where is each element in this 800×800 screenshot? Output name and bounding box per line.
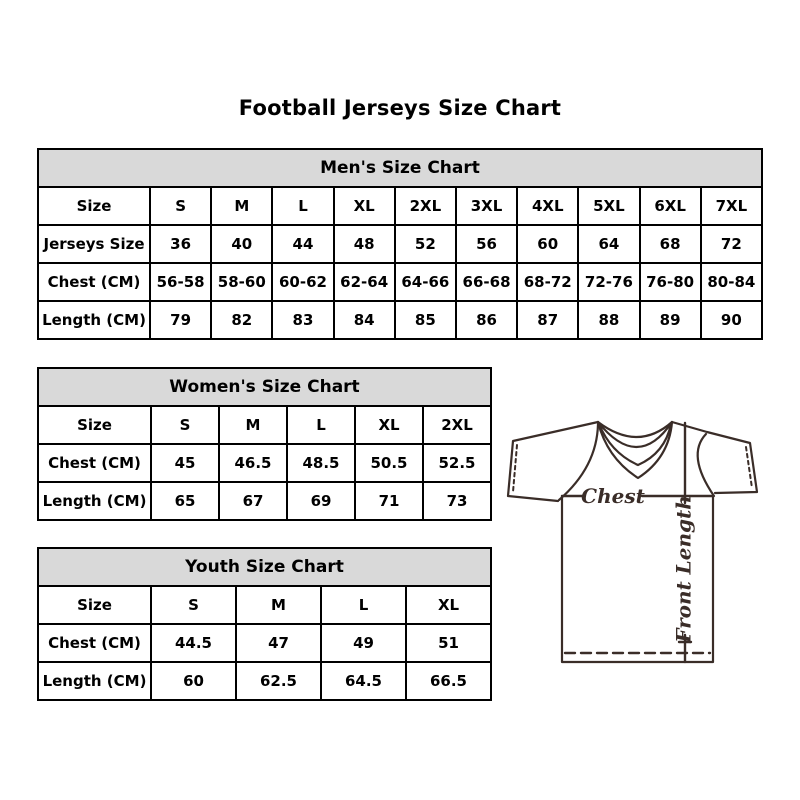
table-cell: 3XL — [456, 187, 517, 225]
table-cell: 2XL — [423, 406, 491, 444]
table-cell: 51 — [406, 624, 491, 662]
table-row — [38, 444, 491, 482]
jersey-measurement-diagram — [503, 403, 768, 668]
row-label: Jerseys Size — [38, 225, 150, 263]
table-cell: 52 — [395, 225, 456, 263]
table-cell: L — [321, 586, 406, 624]
page-title: Football Jerseys Size Chart — [238, 96, 562, 120]
table-cell: 49 — [321, 624, 406, 662]
table-cell: 56-58 — [150, 263, 211, 301]
table-cell: 62.5 — [236, 662, 321, 700]
table-cell: 36 — [150, 225, 211, 263]
table-row — [38, 263, 762, 301]
table-cell: 73 — [423, 482, 491, 520]
table-cell: 90 — [701, 301, 762, 339]
table-cell: 76-80 — [640, 263, 701, 301]
table-cell: 66-68 — [456, 263, 517, 301]
table-cell: 65 — [151, 482, 219, 520]
table-row — [38, 624, 491, 662]
table-cell: 48.5 — [287, 444, 355, 482]
table-row — [38, 225, 762, 263]
table-cell: 2XL — [395, 187, 456, 225]
table-cell: 40 — [211, 225, 272, 263]
table-cell: 71 — [355, 482, 423, 520]
table-cell: 62-64 — [334, 263, 395, 301]
table-cell: 64-66 — [395, 263, 456, 301]
table-cell: 4XL — [517, 187, 578, 225]
table-cell: 46.5 — [219, 444, 287, 482]
table-cell: XL — [406, 586, 491, 624]
row-label: Size — [38, 187, 150, 225]
table-cell: 47 — [236, 624, 321, 662]
row-label: Length (CM) — [38, 662, 151, 700]
table-cell: 64.5 — [321, 662, 406, 700]
row-label: Chest (CM) — [38, 444, 151, 482]
table-row — [38, 586, 491, 624]
table-cell: 72 — [701, 225, 762, 263]
youth-size-table — [37, 547, 492, 701]
womens-size-table — [37, 367, 492, 521]
table-title: Men's Size Chart — [38, 149, 762, 187]
table-cell: XL — [334, 187, 395, 225]
table-cell: M — [219, 406, 287, 444]
jersey-left-cuff-dashed-line — [513, 445, 517, 492]
table-cell: 66.5 — [406, 662, 491, 700]
table-cell: 58-60 — [211, 263, 272, 301]
table-row — [38, 482, 491, 520]
table-cell: 60 — [517, 225, 578, 263]
table-cell: 5XL — [578, 187, 639, 225]
table-cell: 86 — [456, 301, 517, 339]
table-cell: 68 — [640, 225, 701, 263]
table-cell: 89 — [640, 301, 701, 339]
jersey-right-armhole-seam — [698, 434, 714, 496]
row-label: Chest (CM) — [38, 263, 150, 301]
table-cell: M — [211, 187, 272, 225]
table-cell: 68-72 — [517, 263, 578, 301]
table-cell: S — [151, 406, 219, 444]
table-row — [38, 662, 491, 700]
table-cell: 88 — [578, 301, 639, 339]
table-row — [38, 301, 762, 339]
table-cell: 45 — [151, 444, 219, 482]
table-cell: 50.5 — [355, 444, 423, 482]
table-cell: 85 — [395, 301, 456, 339]
table-cell: 69 — [287, 482, 355, 520]
table-row — [38, 187, 762, 225]
row-label: Length (CM) — [38, 301, 150, 339]
mens-size-table — [37, 148, 763, 340]
table-cell: 52.5 — [423, 444, 491, 482]
table-cell: S — [151, 586, 236, 624]
table-cell: 64 — [578, 225, 639, 263]
table-title: Women's Size Chart — [38, 368, 491, 406]
table-title: Youth Size Chart — [38, 548, 491, 586]
table-cell: 67 — [219, 482, 287, 520]
row-label: Size — [38, 406, 151, 444]
table-cell: 60 — [151, 662, 236, 700]
table-cell: M — [236, 586, 321, 624]
table-cell: L — [287, 406, 355, 444]
table-cell: 83 — [272, 301, 333, 339]
table-cell: 87 — [517, 301, 578, 339]
table-cell: 79 — [150, 301, 211, 339]
table-cell: 60-62 — [272, 263, 333, 301]
table-cell: XL — [355, 406, 423, 444]
table-cell: 7XL — [701, 187, 762, 225]
table-cell: 72-76 — [578, 263, 639, 301]
table-cell: 84 — [334, 301, 395, 339]
table-cell: 44.5 — [151, 624, 236, 662]
row-label: Size — [38, 586, 151, 624]
chest-measure-label: Chest — [581, 484, 645, 508]
table-cell: 56 — [456, 225, 517, 263]
table-cell: L — [272, 187, 333, 225]
table-cell: 80-84 — [701, 263, 762, 301]
table-cell: 44 — [272, 225, 333, 263]
table-cell: 6XL — [640, 187, 701, 225]
front-length-measure-label: Front Length — [671, 495, 696, 643]
table-cell: 82 — [211, 301, 272, 339]
table-cell: 48 — [334, 225, 395, 263]
row-label: Length (CM) — [38, 482, 151, 520]
table-row — [38, 406, 491, 444]
table-cell: S — [150, 187, 211, 225]
row-label: Chest (CM) — [38, 624, 151, 662]
